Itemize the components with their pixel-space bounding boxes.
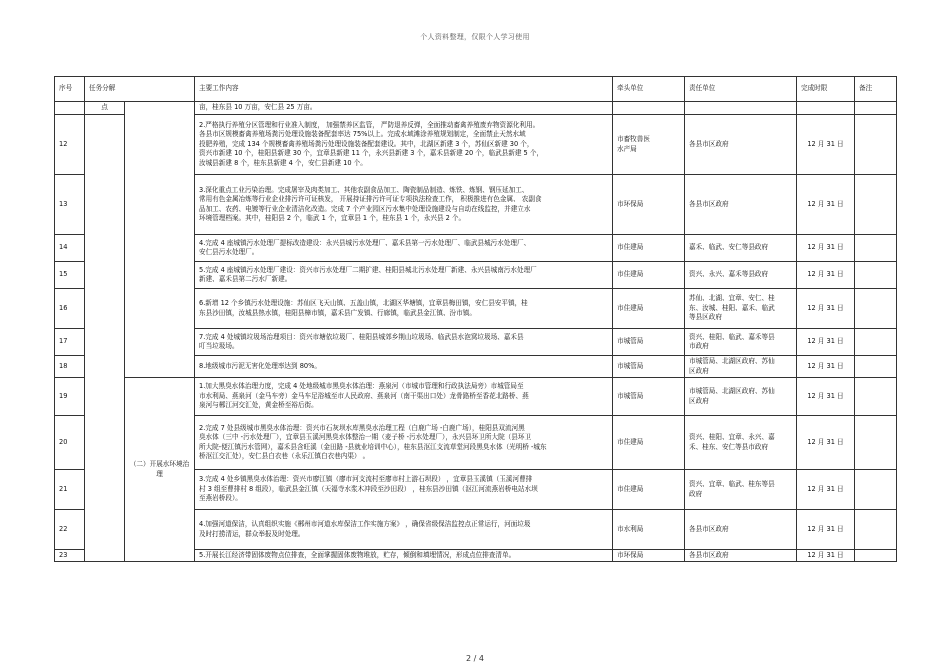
continuation-row — [55, 102, 897, 115]
row-no: 13 — [55, 175, 85, 235]
row-remarks — [855, 470, 897, 510]
row-responsible-unit: 资兴、桂阳、临武、嘉禾等县 市政府 — [685, 329, 797, 356]
row-responsible-unit: 资兴、桂阳、宜章、永兴、嘉 禾、桂东、安仁等县市政府 — [685, 416, 797, 470]
row-content: 5.开展长江经济带固体废物点位排查，全面掌握固体废物堆放，贮存，倾倒和填埋情况，形成点位排查清单。 — [195, 550, 613, 562]
row-remarks — [855, 289, 897, 329]
row-remarks — [855, 329, 897, 356]
row-deadline: 12 月 31 日 — [797, 356, 855, 378]
row-responsible-unit — [685, 102, 797, 115]
row-responsible-unit: 资兴、宜章、临武、桂东等县 政府 — [685, 470, 797, 510]
row-lead-unit — [613, 102, 685, 115]
row-remarks — [855, 262, 897, 289]
row-no: 17 — [55, 329, 85, 356]
row-content: 亩，桂东县 10 万亩，安仁县 25 万亩。 — [195, 102, 613, 115]
row-content: 6.新增 12 个乡镇污水处理设施：苏仙区飞天山镇、五盖山镇，北湖区华塘镇，宜章县梅田镇，安仁县安平镇，桂 东县沙田镇，汝城县热水镇，桂阳县樟市镇，嘉禾县广发镇、行廊镇，临武县金江镇、汾市镇。 — [195, 289, 613, 329]
row-no: 22 — [55, 510, 85, 550]
task-table — [54, 76, 897, 562]
row-deadline: 12 月 31 日 — [797, 550, 855, 562]
row-no: 23 — [55, 550, 85, 562]
row-responsible-unit: 各县市区政府 — [685, 175, 797, 235]
row-deadline: 12 月 31 日 — [797, 378, 855, 416]
row-responsible-unit: 市城管局、北湖区政府、苏仙 区政府 — [685, 356, 797, 378]
row-content: 3.完成 4 处乡镇黑臭水体治理：资兴市廖江镇（廖市河支流村至廖市村上游石坝段） ，宜章县玉溪镇（玉溪河曹排 村 3 组至曹排村 8 组段），临武县金江镇（天福寺水浆木冲段至沙田段） ，桂东县沙田镇（沤江河流燕岩桥电站水坝 至燕岩桥段）。 — [195, 470, 613, 510]
row-lead-unit: 市城管局 — [613, 329, 685, 356]
header-responsible-unit: 责任单位 — [685, 77, 797, 102]
row-lead-unit: 市城管局 — [613, 378, 685, 416]
row-content: 2.严格执行养殖分区管理和行业准入制度， 加强禁养区监管， 严防退养反弹，全面推动畜禽养殖废弃物资源化利用。 各县市区规模畜禽养殖场粪污处理设施装备配套率达 75%以上。完成水域滩涂养殖规划制定，全面禁止天然水域 投肥养殖，完成 134 个规模畜禽养殖场粪污处理设施装备配套建设。其中，北湖区新建 3 个，苏仙区新建 30 个， 资兴市新建 10 个，桂阳县新建 30 个，宜章县新建 11 个，永兴县新建 3 个，嘉禾县新建 20 个，临武县新建 5 个， 汝城县新建 8 个，桂东县新建 4 个，安仁县新建 10 个。 — [195, 115, 613, 175]
row-deadline: 12 月 31 日 — [797, 289, 855, 329]
row-responsible-unit: 资兴、永兴、嘉禾等县政府 — [685, 262, 797, 289]
page-number: 2 / 4 — [466, 654, 484, 663]
row-deadline: 12 月 31 日 — [797, 262, 855, 289]
row-no: 18 — [55, 356, 85, 378]
subtask-label: （二）开展水环境治理 — [125, 378, 195, 562]
header-task: 任务分解 — [85, 77, 195, 102]
row-deadline: 12 月 31 日 — [797, 470, 855, 510]
row-lead-unit: 市住建局 — [613, 289, 685, 329]
task-fragment: 点 — [85, 102, 125, 115]
subtask-cell-prev — [125, 102, 195, 378]
row-no: 19 — [55, 378, 85, 416]
header-no: 序号 — [55, 77, 85, 102]
row-deadline: 12 月 31 日 — [797, 329, 855, 356]
header-content: 主要工作内容 — [195, 77, 613, 102]
row-lead-unit: 市畜牧兽医 水产局 — [613, 115, 685, 175]
row-content: 5.完成 4 座城镇污水处理厂建设：资兴市污水处理厂二期扩建、桂阳县城北污水处理厂新建、永兴县城南污水处理厂 新建、嘉禾县第二污水厂新建。 — [195, 262, 613, 289]
row-remarks — [855, 175, 897, 235]
row-remarks — [855, 378, 897, 416]
table-row — [55, 378, 897, 416]
row-lead-unit: 市水利局 — [613, 510, 685, 550]
row-remarks — [855, 416, 897, 470]
row-deadline: 12 月 31 日 — [797, 416, 855, 470]
row-responsible-unit: 市城管局、北湖区政府、苏仙 区政府 — [685, 378, 797, 416]
row-remarks — [855, 356, 897, 378]
row-no: 21 — [55, 470, 85, 510]
row-deadline — [797, 102, 855, 115]
row-deadline: 12 月 31 日 — [797, 510, 855, 550]
row-content: 1.加大黑臭水体治理力度，完成 4 处地级城市黑臭水体治理：燕泉河（市城市管理和行政执法局旁）市城管局至 市水利局、燕泉河（金马车旁）金马车足浴城至市人民政府、燕泉河（南干渠出口处）龙骨路桥至香花北路桥、燕 泉河与郴江河交汇处，黄金桥至裕后街。 — [195, 378, 613, 416]
row-no: 20 — [55, 416, 85, 470]
task-cell — [85, 115, 125, 562]
header-lead-unit: 牵头单位 — [613, 77, 685, 102]
row-content: 2.完成 7 处县级城市黑臭水体治理：资兴市石灰坝水库黑臭水治理工程（白鹿广场 -白鹿广场），桂阳县双流河黑 臭水体（三中 -污水处理厂），宜章县玉溪河黑臭水体整治一期（麦子桥 -污水处理厂），永兴县环卫所大院（县环卫 所大院-便江镇污水管网），嘉禾县含旺溪（金田路 -县就业培训中心），桂东县沤江支流草堂河段黑臭水体（光明桥 -城东 桥沤江交汇处），安仁县白衣巷（永乐江镇白衣巷内渠） 。 — [195, 416, 613, 470]
row-no: 16 — [55, 289, 85, 329]
row-lead-unit: 市住建局 — [613, 470, 685, 510]
row-remarks — [855, 102, 897, 115]
row-no: 12 — [55, 115, 85, 175]
row-lead-unit: 市住建局 — [613, 235, 685, 262]
row-no: 15 — [55, 262, 85, 289]
row-lead-unit: 市环保局 — [613, 175, 685, 235]
row-remarks — [855, 550, 897, 562]
header-remarks: 备注 — [855, 77, 897, 102]
row-deadline: 12 月 31 日 — [797, 235, 855, 262]
row-deadline: 12 月 31 日 — [797, 115, 855, 175]
row-remarks — [855, 235, 897, 262]
row-responsible-unit: 各县市区政府 — [685, 115, 797, 175]
header-deadline: 完成时限 — [797, 77, 855, 102]
row-no — [55, 102, 85, 115]
row-content: 3.深化重点工业污染治理。完成屠宰及肉类加工、其他农副食品加工、陶瓷制品制造、炼铁、炼钢、钢压延加工、 常用有色金属冶炼等行业企业排污许可证核发， 开展持证排污许可证专项执法检查工作， 积极推进有色金属、 农副食 品加工、农药、电镀等行业企业清洁化改造。完成 7 个产业园区污水集中处理设施建设与自动在线监控，并建立水 环境管理档案。其中，桂阳县 2 个，临武 1 个，宜章县 1 个，桂东县 1 个，永兴县 2 个。 — [195, 175, 613, 235]
row-content: 7.完成 4 处城镇垃圾场治理项目：资兴市塘依垃圾厂、桂阳县城郊乡荆山垃圾场、临武县水泡窝垃圾场、嘉禾县 叮当垃圾场。 — [195, 329, 613, 356]
row-lead-unit: 市住建局 — [613, 262, 685, 289]
row-responsible-unit: 嘉禾、临武、安仁等县政府 — [685, 235, 797, 262]
row-deadline: 12 月 31 日 — [797, 175, 855, 235]
row-no: 14 — [55, 235, 85, 262]
row-lead-unit: 市城管局 — [613, 356, 685, 378]
table-header-row — [55, 77, 897, 102]
row-responsible-unit: 苏仙、北湖、宜章、安仁、桂 东、汝城、桂阳、嘉禾、临武 等县区政府 — [685, 289, 797, 329]
row-content: 8.地级城市污泥无害化处理率达到 80%。 — [195, 356, 613, 378]
row-lead-unit: 市环保局 — [613, 550, 685, 562]
row-responsible-unit: 各县市区政府 — [685, 510, 797, 550]
row-lead-unit: 市住建局 — [613, 416, 685, 470]
row-content: 4.完成 4 座城镇污水处理厂提标改造建设：永兴县城污水处理厂、嘉禾县第一污水处理厂、临武县城污水处理厂、 安仁县污水处理厂。 — [195, 235, 613, 262]
row-remarks — [855, 115, 897, 175]
row-remarks — [855, 510, 897, 550]
row-content: 4.加强河道保洁，认真组织实施《郴州市河道水库保洁工作实施方案》 ，确保省级保洁监控点正常运行，河面垃圾 及时打捞清运，群众举报及时处理。 — [195, 510, 613, 550]
page-header-note: 个人资料整理，仅限个人学习使用 — [420, 33, 530, 41]
row-responsible-unit: 各县市区政府 — [685, 550, 797, 562]
